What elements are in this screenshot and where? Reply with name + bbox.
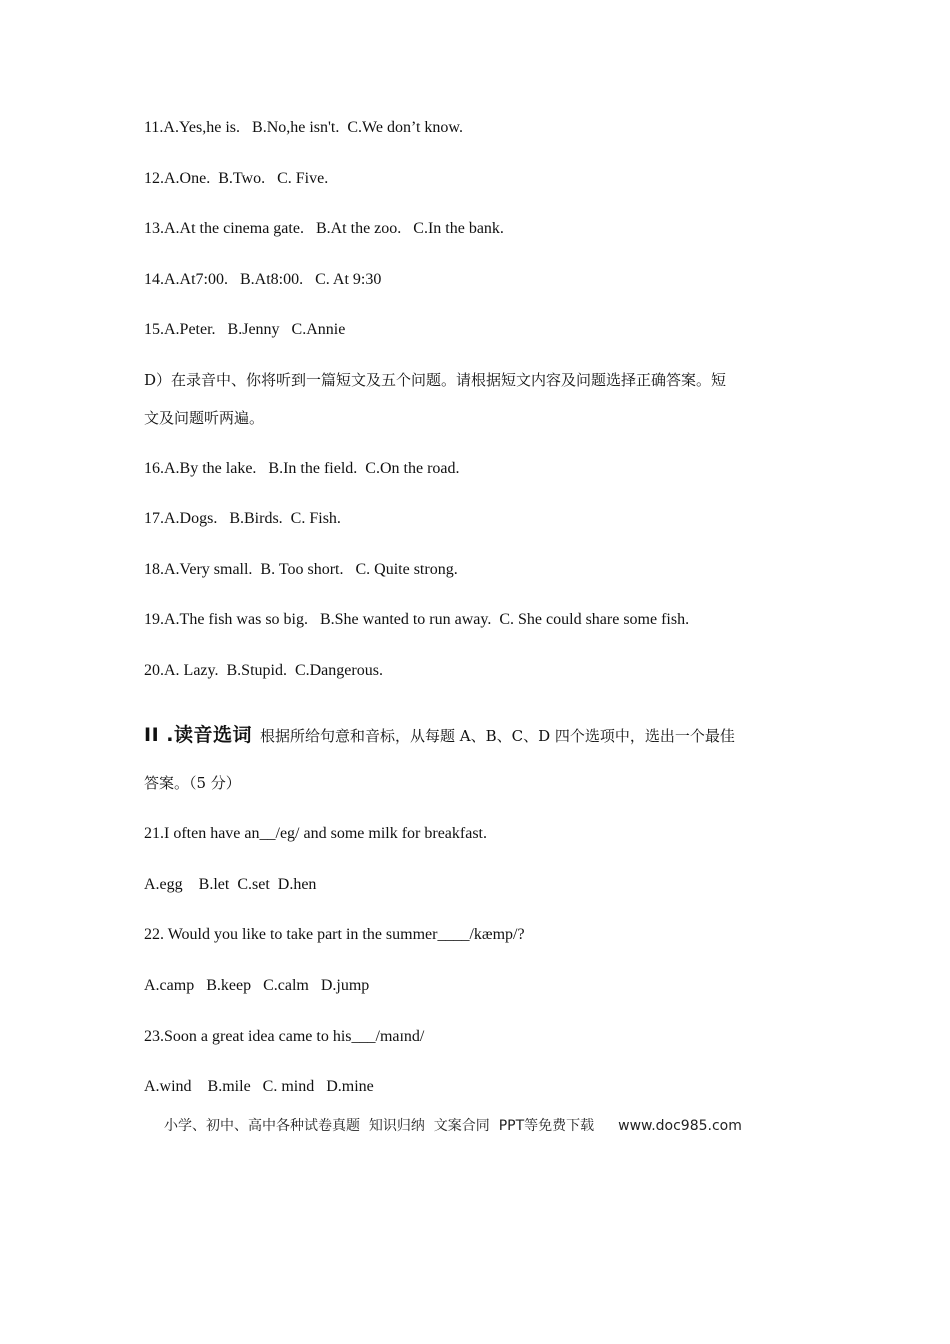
question-21: 21.I often have an__/eg/ and some milk for breakfast. xyxy=(144,825,487,842)
question-15: 15.A.Peter. B.Jenny C.Annie xyxy=(144,321,346,338)
question-20: 20.A. Lazy. B.Stupid. C.Dangerous. xyxy=(144,662,383,679)
question-14: 14.A.At7:00. B.At8:00. C. At 9:30 xyxy=(144,271,382,288)
footer-text: 小学、初中、高中各种试卷真题 知识归纳 文案合同 PPT等免费下载 xyxy=(164,1118,595,1134)
question-18: 18.A.Very small. B. Too short. C. Quite strong. xyxy=(144,561,458,578)
section-ii-description: 根据所给句意和音标，从每题 A、B、C、D 四个选项中，选出一个最佳 xyxy=(259,727,735,745)
question-23: 23.Soon a great idea came to his___/maɪnd/ xyxy=(144,1028,425,1045)
footer-url[interactable]: www.doc985.com xyxy=(618,1118,742,1134)
section-ii-title: II .读音选词 xyxy=(144,724,252,746)
section-ii-description-cont: 答案。（5 分） xyxy=(144,774,241,792)
question-12: 12.A.One. B.Two. C. Five. xyxy=(144,170,329,187)
question-13: 13.A.At the cinema gate. B.At the zoo. C.In the bank. xyxy=(144,220,504,237)
section-d-instructions-cont: 文及问题听两遍。 xyxy=(144,409,265,427)
question-22-options: A.camp B.keep C.calm D.jump xyxy=(144,977,370,994)
page-footer xyxy=(164,1116,742,1136)
question-11: 11.A.Yes,he is. B.No,he isn't. C.We don’t know. xyxy=(144,119,463,136)
question-17: 17.A.Dogs. B.Birds. C. Fish. xyxy=(144,510,341,527)
section-d-instructions: D）在录音中、你将听到一篇短文及五个问题。请根据短文内容及问题选择正确答案。短 xyxy=(144,371,727,389)
question-22: 22. Would you like to take part in the summer____/kæmp/? xyxy=(144,926,525,943)
question-19: 19.A.The fish was so big. B.She wanted to run away. C. She could share some fish. xyxy=(144,611,690,628)
question-16: 16.A.By the lake. B.In the field. C.On the road. xyxy=(144,460,460,477)
question-21-options: A.egg B.let C.set D.hen xyxy=(144,876,317,893)
section-ii-heading xyxy=(144,721,824,751)
question-23-options: A.wind B.mile C. mind D.mine xyxy=(144,1078,374,1095)
